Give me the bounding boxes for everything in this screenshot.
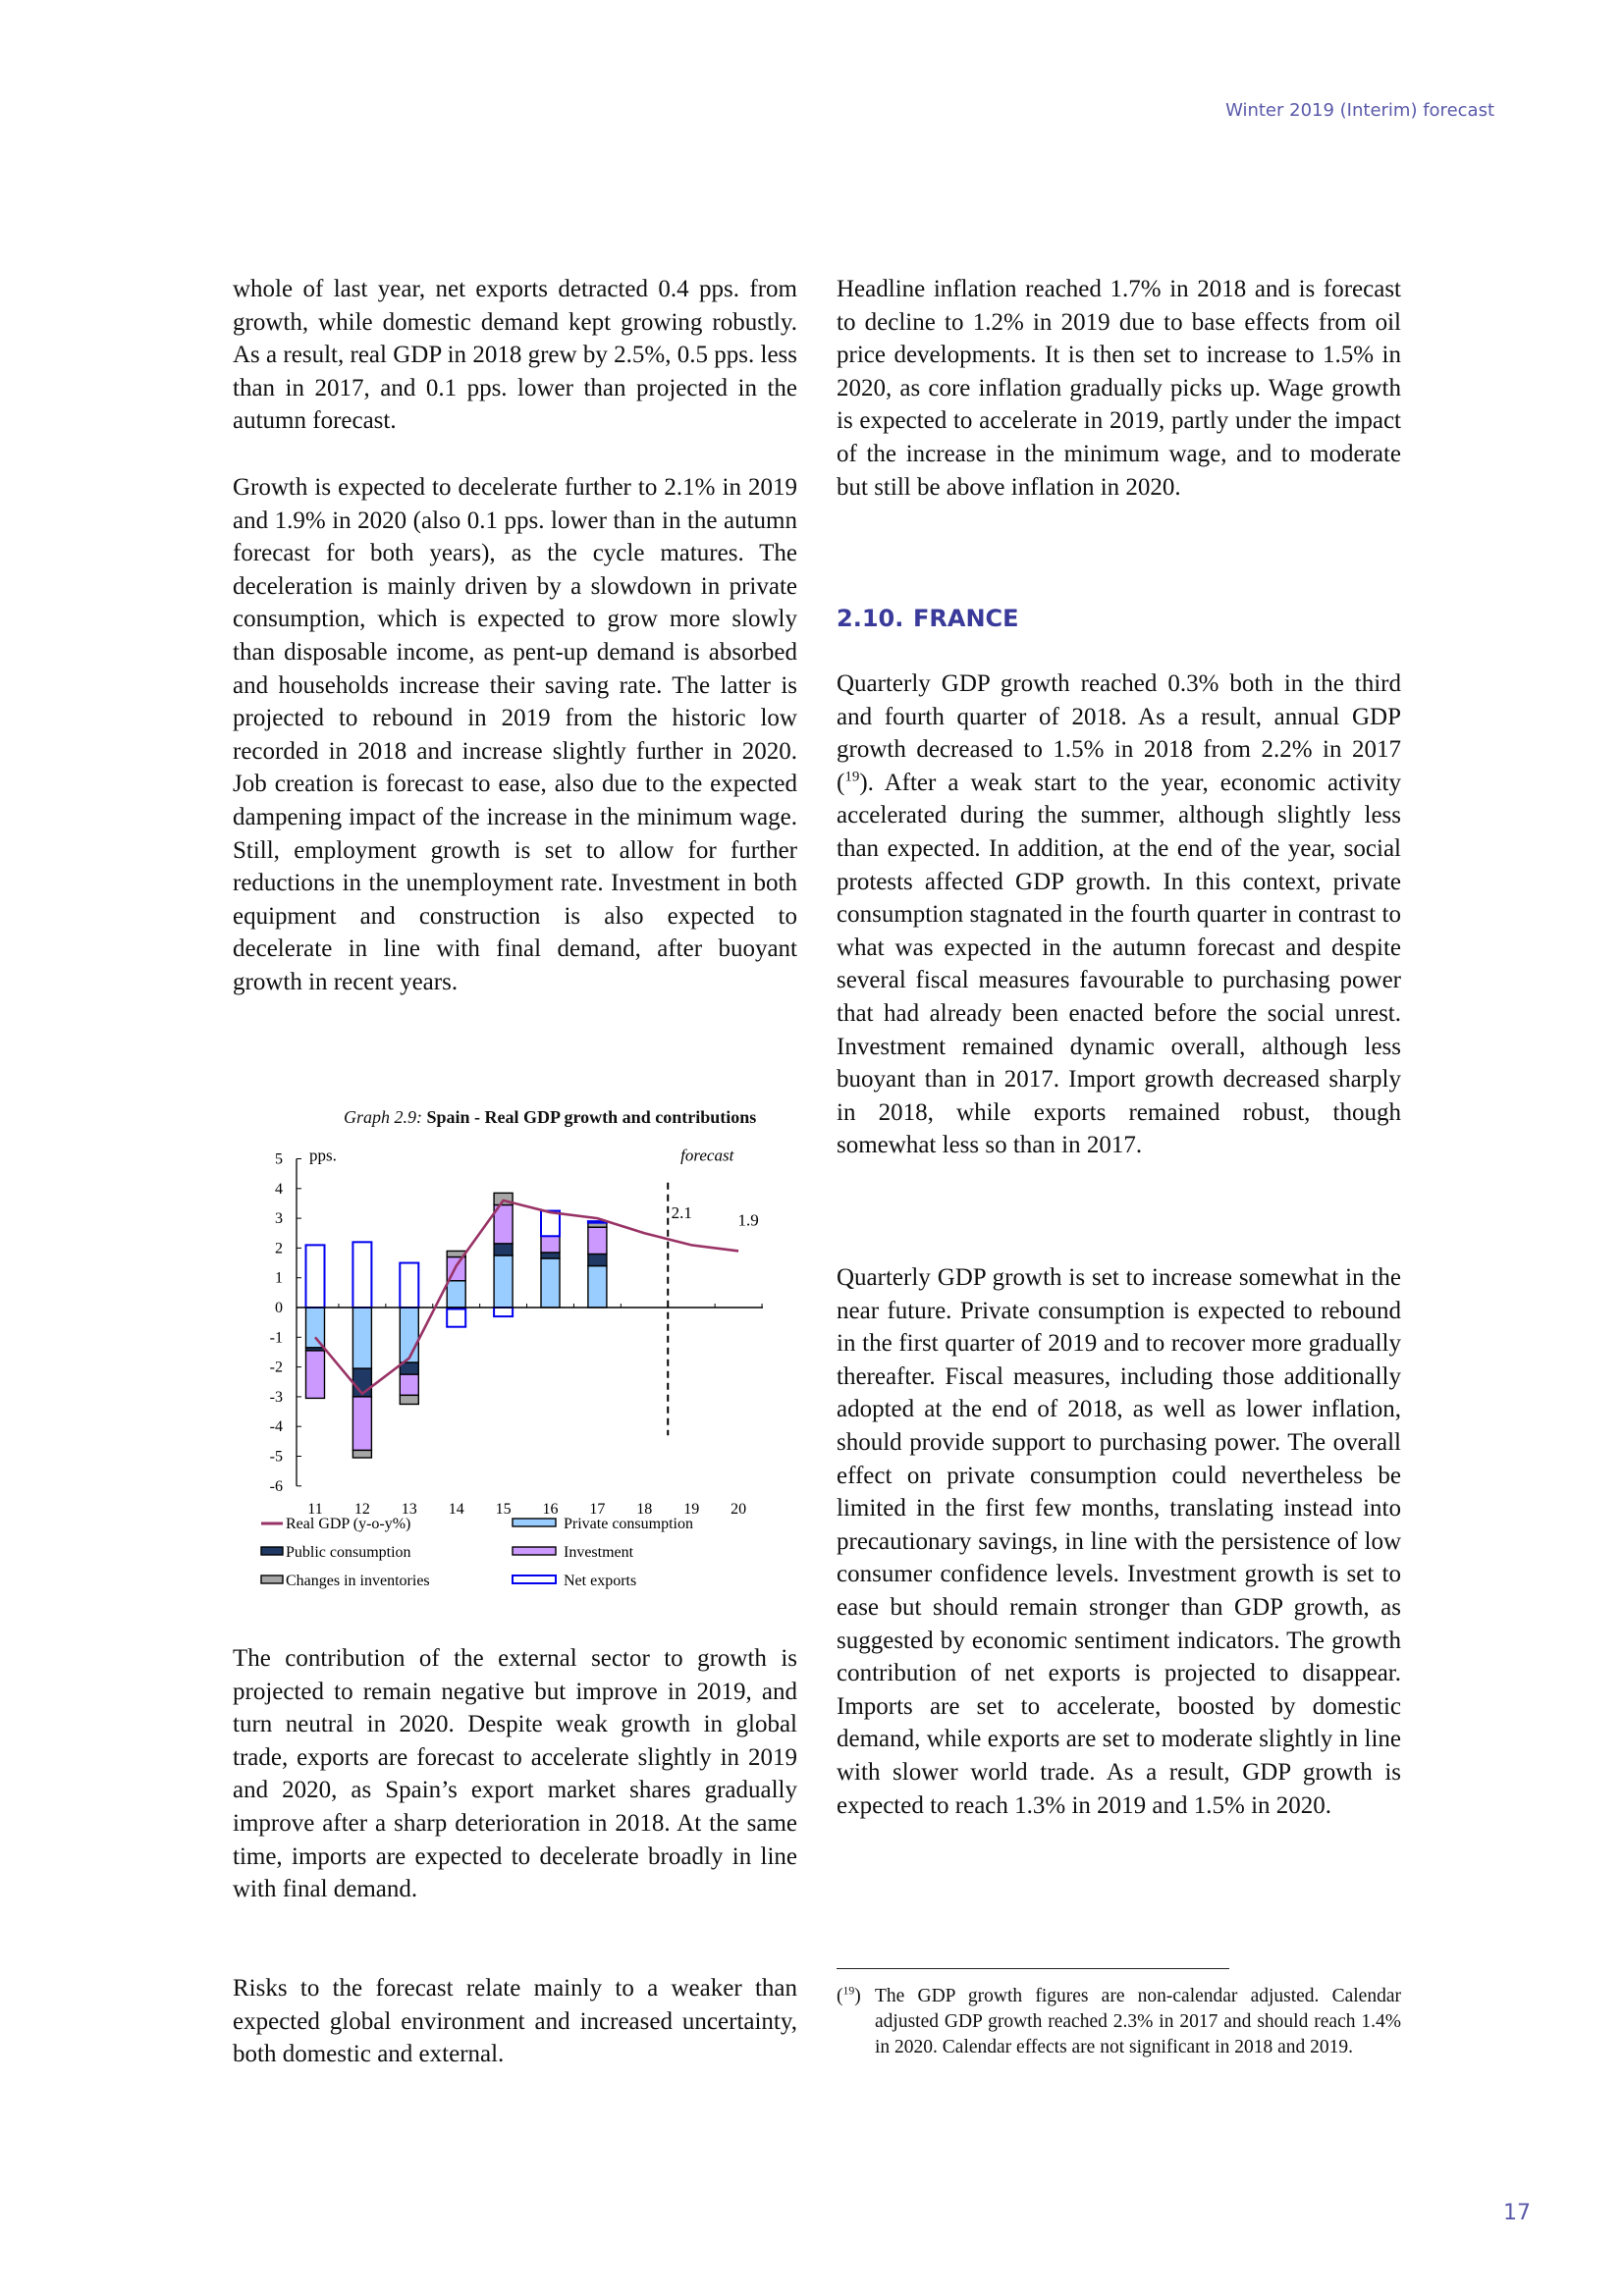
body-paragraph: Headline inflation reached 1.7% in 2018 and is forecast to decline to 1.2% in 2019 due to base effects from oil price developments. It is then set to increase to 1.5% in 2020, as core inflation gradually picks up. Wage growth is expected to accelerate in 2019, partly under the impact of the increase in the minimum wage, and to moderate but still be above inflation in 2020. bbox=[837, 276, 1401, 501]
bar-net-exports-16 bbox=[541, 1211, 560, 1237]
bar-public-consumption-17 bbox=[588, 1254, 607, 1265]
legend-label: Investment bbox=[564, 1544, 634, 1561]
legend-label: Public consumption bbox=[286, 1544, 411, 1561]
bar-investment-16 bbox=[541, 1236, 560, 1253]
legend-swatch bbox=[261, 1547, 283, 1555]
paragraph-text: ). After a weak start to the year, economic activity accelerated during the summer, although slightly less than expected. In addition, at the end of the year, social protests affected GDP growth. In this context, private consumption stagnated in the fourth quarter in contrast to what was expected in the autumn forecast and despite several fiscal measures favourable to purchasing power that had already been enacted before the social unrest. Investment remained dynamic overall, although less buoyant than in 2017. Import growth decreased sharply in 2018, while exports remained robust, though somewhat less so than in 2017. bbox=[837, 769, 1401, 1159]
bar-private-consumption-14 bbox=[447, 1281, 465, 1308]
y-tick-label: 2 bbox=[275, 1240, 283, 1257]
y-tick-label: 3 bbox=[275, 1210, 283, 1228]
x-tick-label: 14 bbox=[448, 1501, 464, 1518]
bar-net-exports-11 bbox=[306, 1245, 325, 1308]
x-tick-label: 18 bbox=[636, 1501, 653, 1518]
data-label-19: 2.1 bbox=[671, 1203, 692, 1223]
section-heading bbox=[837, 605, 1019, 632]
bar-investment-13 bbox=[400, 1374, 418, 1395]
bar-private-consumption-16 bbox=[541, 1258, 560, 1308]
gdp-line bbox=[315, 1201, 738, 1394]
y-axis-label: pps. bbox=[309, 1146, 337, 1165]
footnote bbox=[837, 1984, 1401, 2060]
page-number: 17 bbox=[1503, 2201, 1531, 2225]
section-number: 2.10. bbox=[837, 605, 904, 632]
x-tick-label: 20 bbox=[731, 1501, 747, 1518]
bar-public-consumption-16 bbox=[541, 1253, 560, 1258]
bar-net-exports-15 bbox=[494, 1308, 513, 1316]
x-tick-label: 13 bbox=[401, 1501, 417, 1518]
y-tick-label: -1 bbox=[269, 1329, 283, 1347]
bar-investment-17 bbox=[588, 1227, 607, 1254]
x-tick-label: 12 bbox=[353, 1501, 370, 1518]
bar-net-exports-14 bbox=[447, 1309, 465, 1327]
bar-investment-11 bbox=[306, 1351, 325, 1398]
body-paragraph: The contribution of the external sector to growth is projected to remain negative but improve in 2019, and turn neutral in 2020. Despite weak growth in global trade, exports are forecast to accelerate slightly in 2019 and 2020, as Spain’s export market shares gradually improve after a sharp deterioration in 2018. At the same time, imports are expected to decelerate broadly in line with final demand. bbox=[233, 1645, 797, 1903]
legend-swatch bbox=[261, 1575, 283, 1583]
y-tick-label: -5 bbox=[269, 1448, 283, 1466]
bar-changes-in-inventories-13 bbox=[400, 1395, 418, 1404]
y-tick-label: -4 bbox=[269, 1418, 283, 1436]
bar-investment-12 bbox=[352, 1397, 371, 1451]
x-tick-label: 16 bbox=[542, 1501, 559, 1518]
y-tick-label: -2 bbox=[269, 1359, 283, 1376]
bar-net-exports-12 bbox=[352, 1242, 371, 1308]
legend-label: Changes in inventories bbox=[286, 1573, 430, 1589]
legend-swatch bbox=[513, 1519, 556, 1526]
chart-number: Graph 2.9: bbox=[344, 1107, 422, 1127]
y-tick-label: 5 bbox=[275, 1150, 283, 1168]
legend-label: Real GDP (y-o-y%) bbox=[286, 1516, 411, 1532]
body-paragraph: whole of last year, net exports detracted 0.4 pps. from growth, while domestic demand kept growing robustly. As a result, real GDP in 2018 grew by 2.5%, 0.5 pps. less than in 2017, and 0.1 pps. lower than projected in the autumn forecast. bbox=[233, 276, 797, 435]
bar-private-consumption-13 bbox=[400, 1308, 418, 1362]
footnote-number: ($^{19}$) bbox=[837, 1984, 861, 2006]
legend-label: Net exports bbox=[564, 1573, 637, 1589]
y-tick-label: -6 bbox=[269, 1477, 283, 1495]
chart-title-text: Spain - Real GDP growth and contributions bbox=[426, 1107, 757, 1127]
bar-private-consumption-11 bbox=[306, 1308, 325, 1348]
bar-private-consumption-15 bbox=[494, 1255, 513, 1308]
section-title: FRANCE bbox=[913, 605, 1019, 632]
body-paragraph bbox=[837, 667, 1401, 1162]
legend-label: Private consumption bbox=[564, 1516, 693, 1532]
legend-swatch bbox=[513, 1547, 556, 1555]
bar-public-consumption-15 bbox=[494, 1244, 513, 1255]
x-tick-label: 15 bbox=[495, 1501, 512, 1518]
legend-swatch bbox=[513, 1575, 556, 1583]
body-paragraph: Growth is expected to decelerate further to 2.1% in 2019 and 1.9% in 2020 (also 0.1 pps. lower than in the autumn forecast for both years), as the cycle matures. The deceleration is mainly driven by a slowdown in private consumption, which is expected to grow more slowly than disposable income, as pent-up demand is absorbed and households increase their saving rate. The latter is projected to rebound in 2019 from the historic low recorded in 2018 and increase slightly further in 2020. Job creation is forecast to ease, also due to the expected dampening impact of the increase in the minimum wage. Still, employment growth is set to allow for further reductions in the unemployment rate. Investment in both equipment and construction is also expected to decelerate in line with final demand, after buoyant growth in recent years. bbox=[233, 474, 797, 995]
y-tick-label: 1 bbox=[275, 1269, 283, 1287]
footnote-separator bbox=[837, 1968, 1229, 1969]
paragraph-text: Quarterly GDP growth reached 0.3% both in the third and fourth quarter of 2018. As a result, annual GDP growth decreased to 1.5% in 2018 from 2.2% in 2017 ( bbox=[837, 670, 1401, 796]
gdp-contributions-chart bbox=[245, 1129, 795, 1610]
running-header: Winter 2019 (Interim) forecast bbox=[1225, 100, 1494, 121]
body-paragraph: Risks to the forecast relate mainly to a weaker than expected global environment and increased uncertainty, both domestic and external. bbox=[233, 1975, 797, 2068]
footnote-text: The GDP growth figures are non-calendar adjusted. Calendar adjusted GDP growth reached 2.3% in 2017 and should reach 1.4% in 2020. Calendar effects are not significant in 2018 and 2019. bbox=[875, 1986, 1401, 2057]
x-tick-label: 11 bbox=[307, 1501, 323, 1518]
y-tick-label: -3 bbox=[269, 1388, 283, 1406]
data-label-20: 1.9 bbox=[737, 1210, 759, 1230]
forecast-label: forecast bbox=[680, 1146, 734, 1165]
footnote-ref[interactable]: 19 bbox=[844, 769, 860, 785]
bar-changes-in-inventories-12 bbox=[352, 1450, 371, 1458]
bar-net-exports-13 bbox=[400, 1263, 418, 1308]
chart-title bbox=[344, 1107, 756, 1128]
bar-private-consumption-17 bbox=[588, 1266, 607, 1308]
x-tick-label: 19 bbox=[683, 1501, 700, 1518]
footnote-number-text: 19 bbox=[842, 1984, 855, 1998]
y-tick-label: 4 bbox=[275, 1180, 283, 1198]
x-tick-label: 17 bbox=[589, 1501, 606, 1518]
bar-private-consumption-12 bbox=[352, 1308, 371, 1368]
y-tick-label: 0 bbox=[275, 1300, 283, 1316]
body-paragraph: Quarterly GDP growth is set to increase somewhat in the near future. Private consumption is expected to rebound in the first quarter of 2019 and to recover more gradually thereafter. Fiscal measures, including those additionally adopted at the end of 2018, as well as lower inflation, should provide support to purchasing power. The overall effect on private consumption could nevertheless be limited in the first few months, translating instead into precautionary savings, in line with the persistence of low consumer confidence levels. Investment growth is set to ease but should remain stronger than GDP growth, as suggested by economic sentiment indicators. The growth contribution of net exports is projected to disappear. Imports are set to accelerate, boosted by domestic demand, while exports are set to moderate slightly in line with slower world trade. As a result, GDP growth is expected to reach 1.3% in 2019 and 1.5% in 2020. bbox=[837, 1264, 1401, 1819]
